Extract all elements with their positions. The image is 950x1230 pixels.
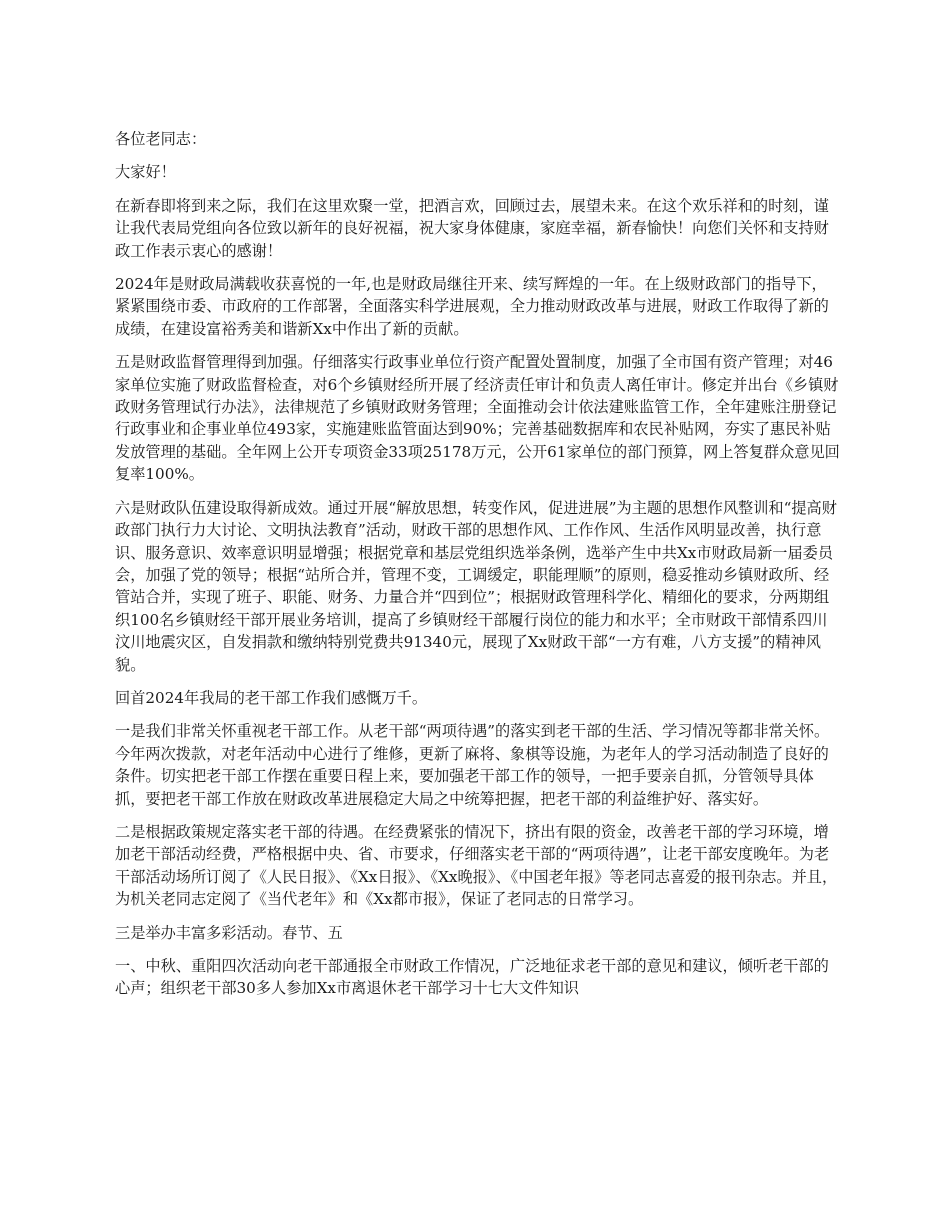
paragraph-team-building: 六是财政队伍建设取得新成效。通过开展“解放思想，转变作风，促进进展”为主题的思想作风整训和“提高财政部门执行力大讨论、文明执法教育”活动，财政干部的思想作风、工作作风、生活作风明显改善，执行意识、服务意识、效率意识明显增强；根据党章和基层党组织选举条例，选举产生中共Xx市财政局新一届委员会，加强了党的领导；根据“站所合并，管理不变，工调缓定，职能理顺”的原则，稳妥推动乡镇财政所、经管站合并，实现了班子、职能、财务、力量合并“四到位”；根据财政管理科学化、精细化的要求，分两期组织100名乡镇财经干部开展业务培训，提高了乡镇财经干部履行岗位的能力和水平；全市财政干部情系四川汶川地震灾区，自发捐款和缴纳特别党费共91340元，展现了Xx财政干部“一方有难，八方支援”的精神风貌。 <box>115 498 837 674</box>
paragraph-new-year-wishes: 在新春即将到来之际，我们在这里欢聚一堂，把酒言欢，回顾过去，展望未来。在这个欢乐祥和的时刻，谨让我代表局党组向各位致以新年的良好祝福，祝大家身体健康，家庭幸福，新春愉快！向您们关怀和支持财政工作表示衷心的感谢！ <box>115 196 829 260</box>
paragraph-point-two: 二是根据政策规定落实老干部的待遇。在经费紧张的情况下，挤出有限的资金，改善老干部的学习环境，增加老干部活动经费，严格根据中央、省、市要求，仔细落实老干部的“两项待遇”，让老干部安度晚年。为老干部活动场所订阅了《人民日报》、《Xx日报》、《Xx晚报》、《中国老年报》等老同志喜爱的报刊杂志。并且，为机关老同志定阅了《当代老年》和《Xx都市报》，保证了老同志的日常学习。 <box>115 822 838 909</box>
paragraph-supervision: 五是财政监督管理得到加强。仔细落实行政事业单位行资产配置处置制度，加强了全市国有资产管理；对46家单位实施了财政监督检查，对6个乡镇财经所开展了经济责任审计和负责人离任审计。修定并出台《乡镇财政财务管理试行办法》，法律规范了乡镇财政财务管理；全面推动会计依法建账监管工作，全年建账注册登记行政事业和企事业单位493家，实施建账监管面达到90%；完善基础数据库和农民补贴网，夯实了惠民补贴发放管理的基础。全年网上公开专项资金33项25178万元，公开61家单位的部门预算，网上答复群众意见回复率100%。 <box>115 353 840 484</box>
paragraph-point-three: 三是举办丰富多彩活动。春节、五 <box>115 923 343 942</box>
document-body <box>115 128 840 1011</box>
greeting: 大家好！ <box>115 163 176 182</box>
salutation: 各位老同志： <box>115 130 207 148</box>
paragraph-retrospect: 回首2024年我局的老干部工作我们感慨万千。 <box>115 688 428 707</box>
paragraph-activities: 一、中秋、重阳四次活动向老干部通报全市财政工作情况，广泛地征求老干部的意见和建议，倾听老干部的心声；组织老干部30多人参加Xx市离退休老干部学习十七大文件知识 <box>115 957 829 998</box>
paragraph-year-summary: 2024年是财政局满载收获喜悦的一年,也是财政局继往开来、续写辉煌的一年。在上级财政部门的指导下，紧紧围绕市委、市政府的工作部署，全面落实科学进展观，全力推动财政改革与进展，财政工作取得了新的成绩，在建设富裕秀美和谐新Xx中作出了新的贡献。 <box>115 275 829 338</box>
paragraph-point-one: 一是我们非常关怀重视老干部工作。从老干部“两项待遇”的落实到老干部的生活、学习情况等都非常关怀。今年两次拨款，对老年活动中心进行了维修，更新了麻将、象棋等设施，为老年人的学习活动制造了良好的条件。切实把老干部工作摆在重要日程上来，要加强老干部工作的领导，一把手要亲自抓，分管领导具体抓，要把老干部工作放在财政改革进展稳定大局之中统筹把握，把老干部的利益维护好、落实好。 <box>115 722 830 808</box>
